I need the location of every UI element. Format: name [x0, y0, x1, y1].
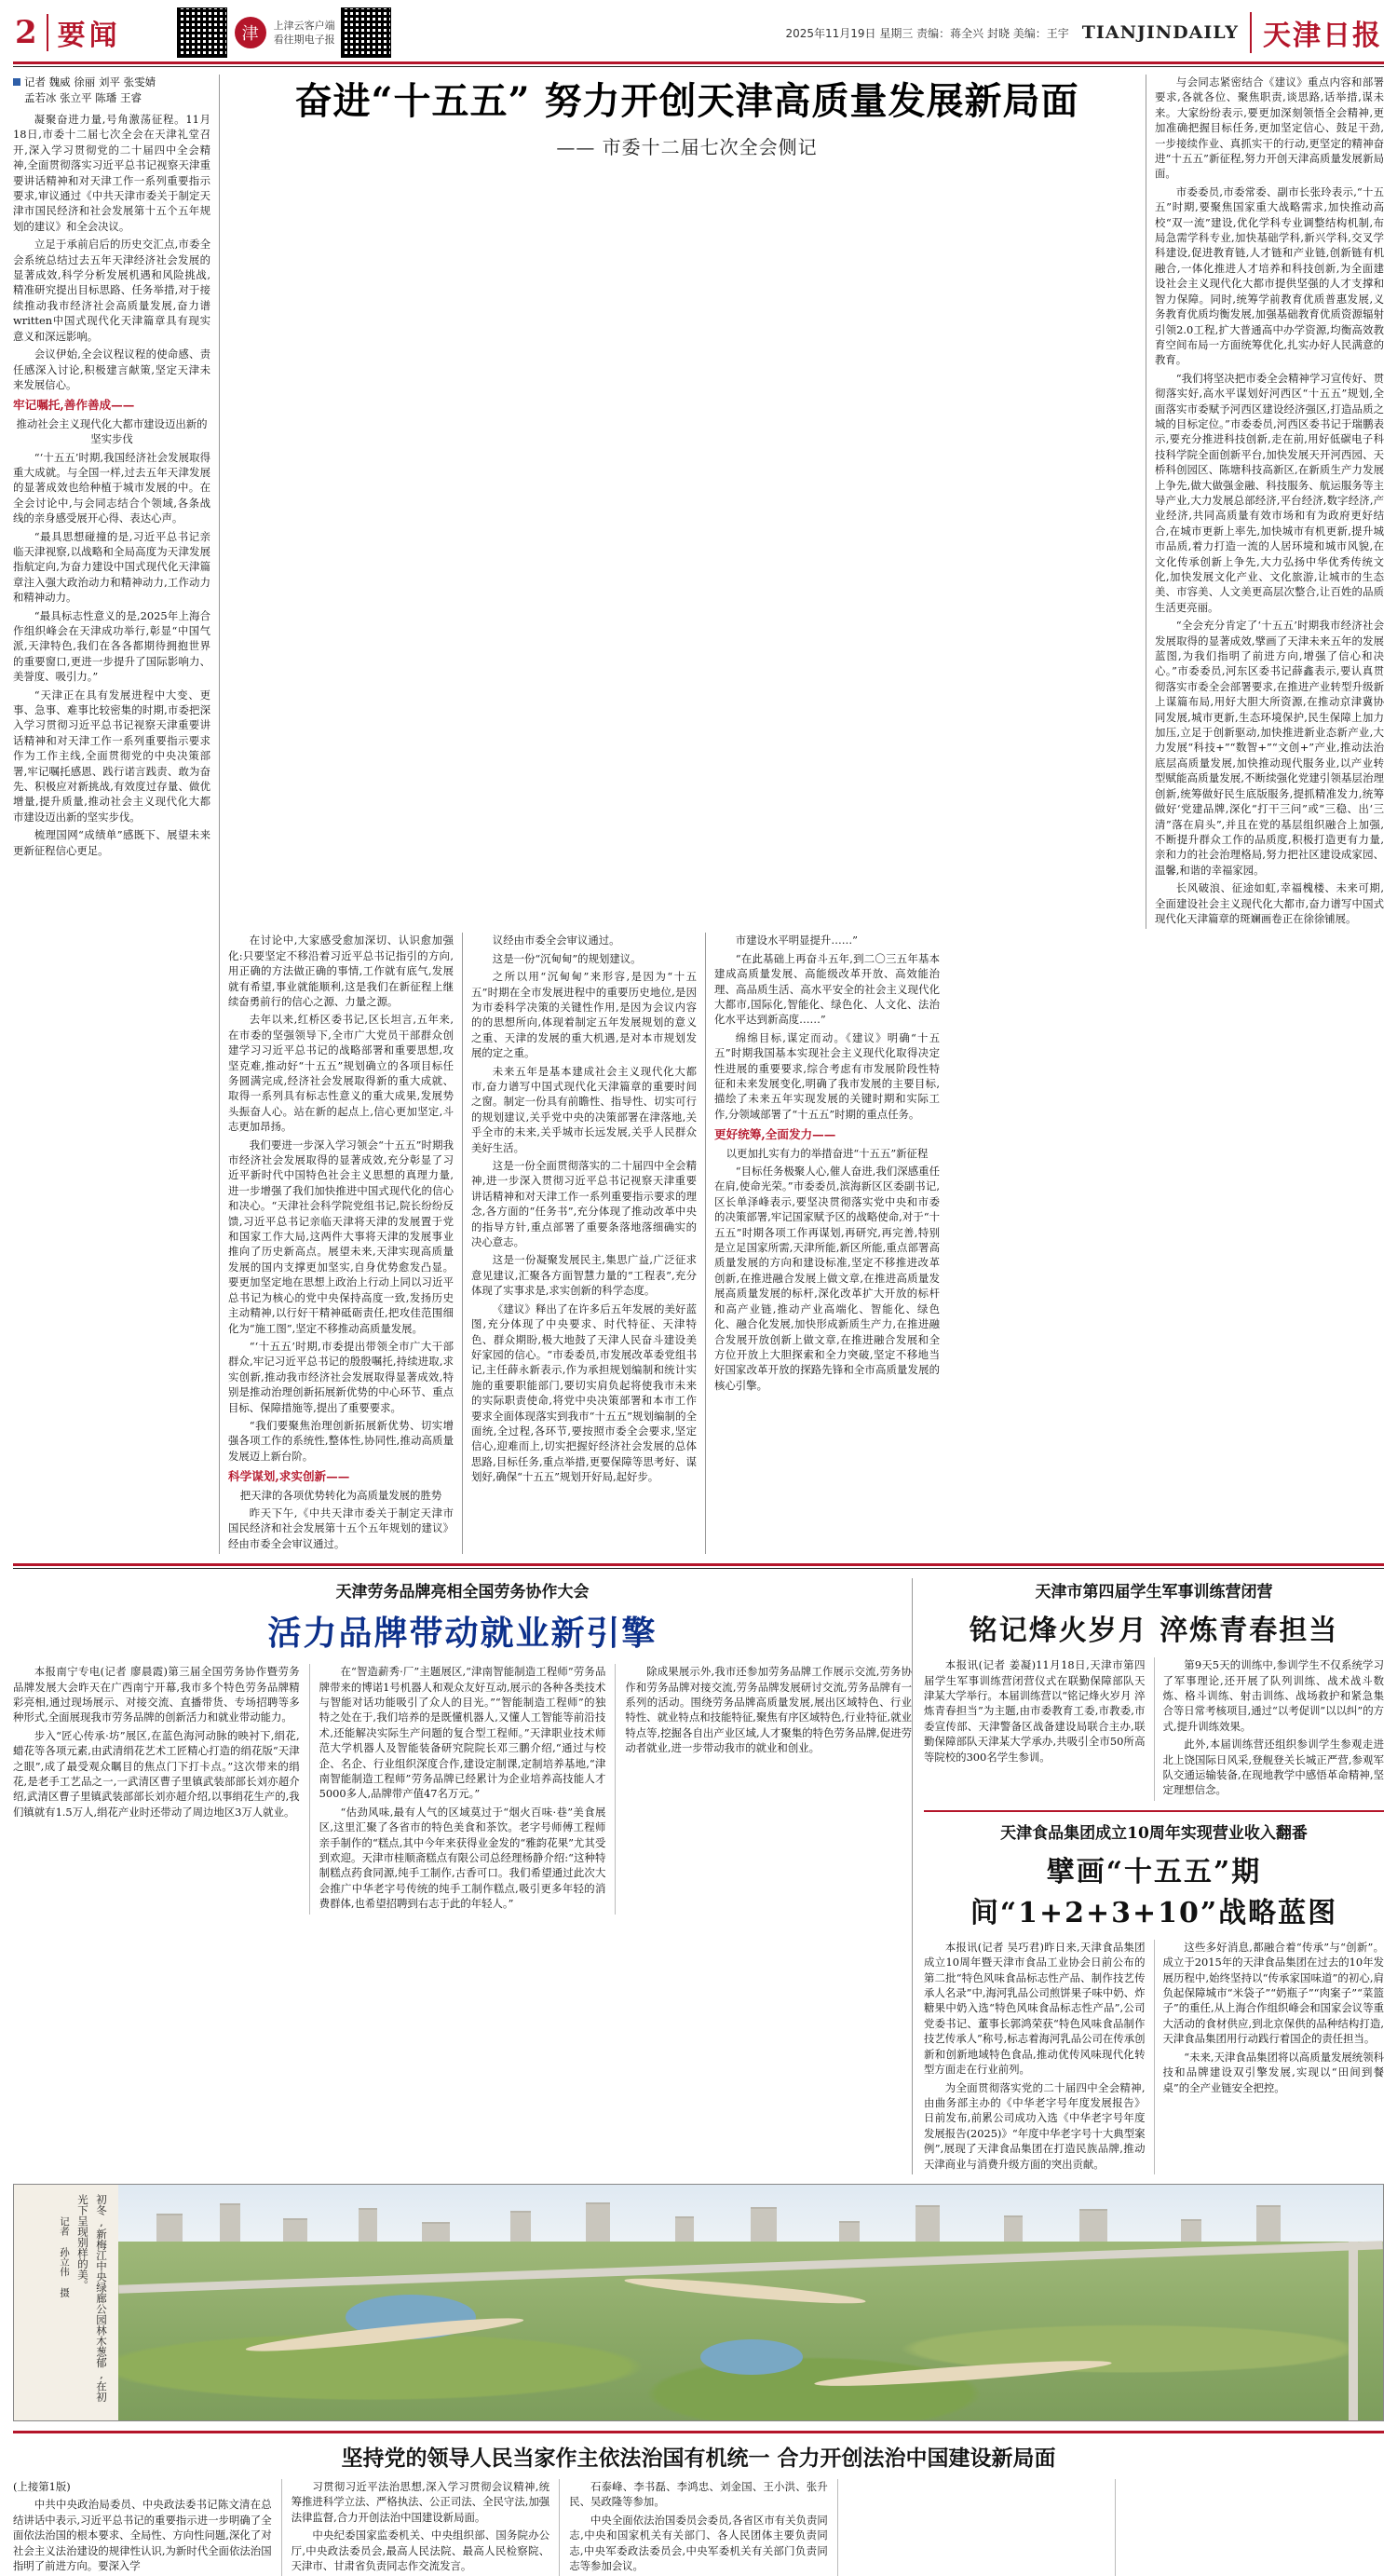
column-rule	[705, 933, 706, 1554]
labor-title: 活力品牌带动就业新引擎	[267, 1614, 658, 1654]
paragraph: 中央全面依法治国委员会委员,各省区市有关负责同志,中央和国家机关有关部门、各人民团体主要负责同志,中央军委政法委员会,中央军委机关有关部门负责同志等参加会议。	[569, 2513, 828, 2572]
food-title: 擘画“十五五”期间“1+2+3+10”战略蓝图	[970, 1855, 1338, 1929]
paragraph: 去年以来,红桥区委书记,区长坦言,五年来,在市委的坚强领导下,全市广大党员干部群众创建学习习近平总书记的战略部署和重要思想,攻坚克难,推动好“十五五”规划确立的各项目标任务圆满完成,经济社会发展取得新的重大成就、取得一系列具有标志性意义的重大成果,发展势头振奋人心。站在新的起点上,信心更加坚定,斗志更加昂扬。	[228, 1013, 454, 1134]
paragraph: 昨天下午,《中共天津市委关于制定天津市国民经济和社会发展第十五个五年规划的建议》经由市委全会审议通过。	[228, 1506, 454, 1550]
subsection-heading-2-text: 科学谋划,求实创新——	[228, 1469, 350, 1484]
paragraph: “最具思想碰撞的是,习近平总书记亲临天津视察,以战略和全局高度为天津发展指航定向,为奋力建设中国式现代化天津篇章注入强大政治动力和精神动力,工作动力和精神动力。	[13, 529, 210, 605]
labor-col-1	[13, 1664, 310, 1915]
paragraph: 凝聚奋进力量,号角激荡征程。11月18日,市委十二届七次全会在天津礼堂召开,深入学习贯彻党的二十届四中全会精神,全面贯彻落实习近平总书记视察天津重要讲话精神和对天津工作一系列重要指示要求,审议通过《中共天津市委关于制定天津市国民经济和社会发展第十五个五年规划的建议》和全会决议。	[13, 113, 210, 233]
masthead-rule	[13, 61, 1384, 64]
paragraph: 为全面贯彻落实党的二十届四中全会精神,由曲务部主办的《中华老字号年度发展报告》日前发布,前累公司成功入选《中华老字号年度发展报告(2025)》“年度中华老字号十大典型案例”,展现了天津食品集团在打造民族品牌,推动天津商业与消费升级方面的突出贡献。	[924, 2080, 1146, 2171]
bottom-title: 坚持党的领导人民当家作主依法治国有机统一 合力开创法治中国建设新局面	[341, 2445, 1056, 2471]
qr-captions	[274, 19, 335, 47]
paragraph: 市建设水平明显提升……”	[735, 934, 858, 947]
section-name: 要闻	[57, 20, 121, 52]
mid-right-column	[912, 1578, 1384, 2174]
paragraph: “在此基础上再奋斗五年,到二〇三五年基本建成高质量发展、高能级改革开放、高效能治理、高品质生活、高水平安全的社会主义现代化大都市,国际化,智能化、绿色化、人文化、法治化水平达到新高度……”	[714, 951, 940, 1027]
masthead-title-cn: 天津日报	[1250, 12, 1382, 53]
lead-col-1-body	[13, 112, 210, 858]
lead-article	[0, 67, 1397, 1554]
paragraph: 中共中央政治局委员、中央政法委书记陈文清在总结讲话中表示,习近平总书记的重要指示进一步明确了全面依法治国的根本要求、全局性、方向性问题,深化了对社会主义法治建设的规律性认识,为新时代全面依法治国指明了前进方向。要深入学	[13, 2498, 272, 2572]
paragraph: “最具标志性意义的是,2025年上海合作组织峰会在天津成功举行,彰显“中国气派,天津特色,我们在各各都期待拥抱世界的重要窗口,更进一步提升了国际影响力、美誉度、吸引力。”	[13, 608, 210, 684]
qr-code-icon-2[interactable]	[341, 7, 391, 58]
military-col-1	[924, 1657, 1155, 1801]
subsection-heading-3	[714, 1127, 940, 1142]
paragraph: 本报讯(记者 吴巧君)昨日来,天津食品集团成立10周年暨天津市食品工业协会日前公布的第二批“特色风味食品标志性产品、制作技艺传承人名录”中,海河乳品公司煎饼果子味中奶、炸糖果中奶入选“特色风味食品标志性产品”,公司党委书记、董事长郭鸿荣获“特色风味食品制作技艺传承人”称号,标志着海河乳品公司在传承创新和创新地域特色食品,推动优传风味现代化转型方面走在行业前列。	[924, 1940, 1146, 2077]
paragraph: 会议伊始,全会议程议程的使命感、责任感深入讨论,积极建言献策,坚定天津未来发展信心。	[13, 348, 210, 391]
paragraph: 这是一份凝聚发展民主,集思广益,广泛征求意见建议,汇聚各方面智慧力量的“工程表”,充分体现了实事求是,求实创新的科学态度。	[471, 1253, 697, 1298]
photo-park	[118, 2242, 1383, 2420]
mid-section	[0, 1569, 1397, 2174]
paragraph: 这是一份全面贯彻落实的二十届四中全会精神,进一步深入贯彻习近平总书记视察天津重要讲话精神和对天津工作一系列重要指示要求的理念,各方面的“任务书”,充分体现了推动改革中央的指导方针,重点部署了重要条落地落细确实的决心意志。	[471, 1159, 697, 1249]
photo-caption	[14, 2185, 118, 2420]
photo-caption-text: 初冬,新梅江中央绿廊公园林木葱郁,在初光下呈现别样的美。	[76, 2193, 108, 2403]
page-title: 奋进“十五五” 努力开创天津高质量发展新局面	[294, 79, 1079, 123]
paragraph: 这是一份“沉甸甸”的规划建议。	[492, 951, 642, 965]
lead-col-1	[13, 75, 210, 1554]
headline-wrap	[228, 75, 1146, 165]
paragraph: 与会同志紧密结合《建议》重点内容和部署要求,各就各位、聚焦职责,谈思路,话举措,谋未来。大家纷纷表示,要更加深刻领悟全会精神,更加准确把握目标任务,更加坚定信心、鼓足干劲,一步接续作业、真抓实干的行动,更坚定的精神奋进“十五五”新征程,努力开创天津高质量发展新局面。	[1155, 75, 1384, 181]
food-col-2	[1155, 1940, 1385, 2174]
lead-col-5-body	[1155, 75, 1384, 926]
food-col-1	[924, 1940, 1155, 2174]
photo-image	[118, 2185, 1383, 2420]
food-kicker: 天津食品集团成立10周年实现营业收入翻番	[1000, 1823, 1308, 1843]
paragraph: “我们将坚决把市委全会精神学习宣传好、贯彻落实好,高水平谋划好河西区“十五五”规划,全面落实市委赋予河西区建设经济强区,打造品质之城的目标定位。”市委委员,河西区委书记于瑞鹏表示,要充分推进科技创新,走在前,用好低碳电子科技科学院全面创新平台,加快发展天开河西园、天桥科创园区、陈塘科技高新区,在新质生产力发展上争先,做大做强金融、科技服务、航运服务等主导产业,大力发展总部经济,平台经济,数字经济,产业经济,共同高质量有效市场和有为政府更好结合,在城市更新上率先,加快城市有机更新,提升城市品质,着力打造一流的人居环境和城市风貌,在文化传承创新上争先,大力弘扬中华优秀传统文化,加快发展文化产业、文化旅游,让城市的生态美、市容美、人文美更高层次整合,让百姓的品质生活更亮丽。	[1155, 371, 1384, 614]
paragraph: 之所以用“沉甸甸”来形容,是因为“十五五”时期在全市发展进程中的重要历史地位,是因为市委科学决策的关键性作用,是因为会议内容的的思想所向,体现着制定五年发展规划的意义之重、天津的发展的重大机遇,是对本市规划发展的定之重。	[471, 970, 697, 1060]
page-number: 2	[15, 14, 37, 51]
bottom-col-4	[838, 2479, 1117, 2576]
paragraph: 此外,本届训练营还组织参训学生参观走进北上饶国际日风采,登舰登关长城正严营,参观军队交通运输装备,在现地教学中感悟革命精神,坚定理想信念。	[1162, 1738, 1384, 1797]
page-subtitle: —— 市委十二届七次全会侧记	[556, 136, 818, 158]
bottom-columns	[13, 2479, 1384, 2576]
subsection-heading-1	[13, 398, 210, 413]
issue-date-line: 2025年11月19日 星期三 责编：蒋全兴 封晓 美编：王宇	[785, 26, 1069, 40]
paragraph: 议经由市委全会审议通过。	[492, 934, 620, 947]
labor-col-3	[616, 1664, 912, 1915]
paragraph: 《建议》释出了在许多后五年发展的美好蓝图,充分体现了中央要求、时代特征、天津特色、群众期盼,极大地鼓了天津人民奋斗建设美好家园的信心。“市委委员,市发展改革委党组书记,主任薛永新表示,作为承担规划编制和统计实施的重要职能部门,要切实肩负起将使我市未来的实际职责使命,将党中央决策部署和本市工作要求全面体现落实到我市“十五五”规划编制的全面统,全过程,各环节,要按照市委全会要求,坚定信心,迎难而上,切实把握好经济社会发展的总体思路,目标任务,重点举措,更要保障等思考好、谋划好,确保“十五五”规划开好局,起好步。	[471, 1302, 697, 1484]
paragraph: 除成果展示外,我市还参加劳务品牌工作展示交流,劳务协作和劳务品牌对接交流,劳务品牌发展研讨交流,劳务品牌有一系列的活动。围绕劳务品牌高质量发展,展出区域特色、行业特性、就业特点和技能特征,聚焦有序区域特色,行业特征,就业特点等,挖掘各自出产业区域,人才聚集的特色劳务品牌,促进劳动者就业,进一步带动我市的就业和创业。	[625, 1665, 913, 1755]
paragraph: “未来,天津食品集团将以高质量发展统领科技和品牌建设双引擎发展,实现以“田间到餐桌”的全产业链安全把控。	[1162, 2050, 1384, 2094]
paragraph: “估劲风味,最有人气的区域莫过于“烟火百味·巷”美食展区,这里汇聚了各省市的特色美食和茶饮。老字号师傅工程师亲手制作的“糕点,其中今年来获得业金发的“雅韵花果”尤其受到欢迎。天津市桂顺斋糕点有限公司总经理杨静介绍:“这种特制糕点药食同源,纯手工制作,古香可口。我们希望通过此次大会推广中华老字号传统的纯手工制作糕点,吸引更多年轻的消费群体,也希望招聘到右志于此的年轻人。”	[319, 1805, 606, 1911]
subsection-heading-2	[228, 1469, 454, 1484]
subsection-subtitle-2: 把天津的各项优势转化为高质量发展的胜势	[239, 1488, 442, 1502]
food-columns	[924, 1940, 1384, 2174]
subsection-subtitle-3: 以更加扎实有力的举措奋进“十五五”新征程	[726, 1146, 929, 1160]
continuation-note: (上接第1版)	[13, 2479, 71, 2493]
paragraph: 长风破浪、征途如虹,幸福槐楼、未来可期,全面建设社会主义现代化大都市,奋力谱写中国式现代化天津篇章的斑斓画卷正在徐徐铺展。	[1155, 881, 1384, 925]
masthead-title-en: TIANJINDAILY	[1081, 22, 1239, 43]
byline-line-2: 孟若冰 张立平 陈璠 王睿	[24, 91, 142, 104]
subsection-heading-1-text: 牢记嘱托,善作善成——	[13, 398, 135, 413]
paragraph: 本报南宁专电(记者 廖晨霞)第三届全国劳务协作暨劳务品牌发展大会昨天在广西南宁开幕,我市多个特色劳务品牌精彩亮相,通过现场展示、对接交流、直播带货、专场招聘等多种形式,全面展现我市劳务品牌的创新活力和就业带动能力。	[13, 1665, 300, 1724]
lead-col-3-body	[471, 933, 697, 1484]
headline-span	[228, 75, 1146, 929]
paragraph: 未来五年是基本建成社会主义现代化大都市,奋力谱写中国式现代化天津篇章的重要时间之窗。制定一份具有前瞻性、指导性、切实可行的规划建议,关乎党中央的决策部署在津落地,关乎全市的未来,关乎城市长远发展,关乎人民群众美好生活。	[471, 1064, 697, 1154]
military-kicker: 天津市第四届学生军事训练营闭营	[1035, 1583, 1273, 1602]
labor-kicker: 天津劳务品牌亮相全国劳务协作大会	[335, 1583, 590, 1602]
paragraph: 绵绵目标,谋定而动。《建议》明确“十五五”时期我国基本实现社会主义现代化取得决定性进展的重要要求,综合考虑有市发展阶段性特征和未来发展变化,明确了我市发展的主要目标,描绘了未来五年实现发展的关键时期和实际工作,分领域部署了“十五五”时期的重点任务。	[714, 1030, 940, 1121]
paragraph: 梳理国网“成绩单”感既下、展望未来更新征程信心更足。	[13, 828, 210, 857]
column-rule	[219, 75, 220, 1554]
paragraph: 步入“匠心传承·坊”展区,在蓝色海河动脉的映衬下,绢花,蜡花等各项元素,由武清绢花艺术工匠精心打造的绢花版“天津之眼”,成了最受观众瞩目的焦点门下打卡点。”这次带来的绢花,是老手工艺品之一,一武清区曹子里镇武装部部长刘亦超介绍,武清区曹子里镇武装部部长刘亦超介绍,以事绢花生产的,我们镇就有1.5万人,绢花产业时还带动了周边地区3万人就业。	[13, 1728, 300, 1819]
military-columns	[924, 1657, 1384, 1801]
section-divider	[13, 1563, 1384, 1566]
paragraph: 在“智造薪秀·厂”主题展区,“津南智能制造工程师”劳务品牌带来的博诺1号机器人和观众友好互动,展示的各种各类技术与智能对话功能吸引了众人的目光。”“智能制造工程师”的独特之处在于,我们培养的是既懂机器人,又懂人工智能等前沿技术,还能解决实际生产问题的复合型工程师。”天津职业技术师范大学机器人及智能装备研究院院长邓三鹏介绍,“通过与校企、名企、行业组织深度合作,建设定制课,定制培养基地,“津南智能制造工程师”劳务品牌已经累计为企业培养高技能人才5000多人,品牌带产值47名万元。”	[319, 1665, 606, 1801]
qr-label-2: 看往期电子报	[273, 34, 335, 46]
column-rule	[462, 933, 463, 1554]
bottom-article	[13, 2431, 1384, 2576]
subsection-heading-3-text: 更好统筹,全面发力——	[714, 1127, 836, 1142]
photo-credit: 记者 孙立伟 摄	[59, 2215, 70, 2297]
labor-col-2	[310, 1664, 617, 1915]
paragraph: 这些多好消息,都融合着“传承”与“创新”。成立于2015年的天津食品集团在过去的10年发展历程中,始终坚持以“传承家国味道”的初心,肩负起保障城市“米袋子”“奶瓶子”“肉案子”“菜篮子”的重任,从上海合作组织峰会和国家会议等重大活动的食材供应,到北京保供的品种结构打造,天津食品集团用行动践行着国企的责任担当。	[1162, 1940, 1384, 2046]
labor-brand-article	[13, 1578, 912, 2174]
lead-col-5-top	[1146, 75, 1384, 929]
paragraph: 市委委员,市委常委、副市长张玲表示,“十五五”时期,要聚焦国家重大战略需求,加快推动高校“双一流”建设,优化学科专业调整结构机制,布局急需学科专业,加快基础学科,新兴学科,交叉学科建设,促进教育链,人才链和产业链,创新链有机融合,一体化推进人才培养和科技创新,为全面建设社会主义现代化大都市提供坚强的人才支撑和智力保障。同时,统筹学前教育优质普惠发展,义务教育优质均衡发展,加强基础教育优质资源辐射引领2.0工程,扩大普通高中办学资源,均衡高效教育空间布局一方面统筹优化,扎实办好人民满意的教育。	[1155, 184, 1384, 367]
paragraph: “天津正在具有发展进程中大变、更事、急事、难事比较密集的时期,市委把深入学习贯彻习近平总书记视察天津重要讲话精神和对天津工作一系列重要指示要求作为工作主线,全面贯彻党的中央决策部署,牢记嘱托感恩、践行诺言践责、敢为奋先、积极应对新挑战,有效度过存量、做优增量,提升质量,推动社会主义现代化大都市建设迈出新的坚实步伐。	[13, 688, 210, 824]
subsection-subtitle-1: 推动社会主义现代化大都市建设迈出新的坚实步伐	[16, 416, 208, 446]
byline-line-1: 记者 魏威 徐丽 刘平 张雯婧	[24, 75, 156, 89]
bullet-icon	[13, 78, 20, 86]
paragraph: 第9天5天的训练中,参训学生不仅系统学习了军事理论,还开展了队列训练、战术战斗数炼、格斗训练、射击训练、战场救护和紧急集合等日常考核项目,通过“以考促训”以以纠”的方式,提升训练效果。	[1162, 1658, 1385, 1733]
paragraph: “‘十五五’时期,我国经济社会发展取得重大成就。与全国一样,过去五年天津发展的显著成效也给种植于城市发展的中。在全会讨论中,与会同志结合个领域,各条战线的亲身感受展开心得、表达心声。	[13, 450, 210, 525]
bottom-col-5	[1116, 2479, 1384, 2576]
masthead	[0, 0, 1397, 60]
masthead-divider	[47, 14, 48, 51]
paragraph: 在讨论中,大家感受愈加深切、认识愈加强化:只要坚定不移沿着习近平总书记指引的方向,用正确的方法做正确的事情,工作就有底气,发展就有希望,事业就能顺利,这是我们在新征程上继续奋勇前行的信心之源、力量之源。	[228, 934, 454, 1008]
bottom-col-3	[560, 2479, 838, 2576]
paragraph: 习贯彻习近平法治思想,深入学习贯彻会议精神,统筹推进科学立法、严格执法、公正司法、全民守法,加强法律监督,合力开创法治中国建设新局面。	[291, 2479, 550, 2524]
paragraph: 立足于承前启后的历史交汇点,市委全会系统总结过去五年天津经济社会发展的显著成效,科学分析发展机遇和风险挑战,精准研究提出目标思路、任务举措,对于接续推动我市经济社会高质量发展,奋力谱written中国式现代化天津篇章具有现实意义和深远影响。	[13, 238, 210, 343]
photo-block	[13, 2184, 1384, 2421]
byline	[13, 75, 210, 106]
bottom-col-2	[282, 2479, 561, 2576]
lead-col-3	[471, 933, 697, 1554]
qr-block	[177, 7, 391, 58]
lead-col-2-body	[228, 933, 454, 1551]
lead-col-2	[228, 933, 454, 1554]
bottom-col-1	[13, 2479, 282, 2576]
lead-col-4-body	[714, 933, 940, 1393]
lead-right-block	[228, 75, 1384, 1554]
paragraph: “全会充分肯定了‘十五五’时期我市经济社会发展取得的显著成效,擘画了天津未来五年的发展蓝图,为我们指明了前进方向,增强了信心和决心。”市委委员,河东区委书记薛鑫表示,要认真贯彻落实市委全会部署要求,在推进产业转型升级新上谋篇布局,用好大胆大所资源,在推动京津冀协同发展,城市更新,生态环境保护,民生保障上加力加压,立足于创新驱动,加快推进新业态新产业,大力发展“科技+”“数智+”“文创+”产业,推动法治底层高质量发展,加快推动现代服务业,以产业转型赋能高质量发展,不断续强化党建引领基层治理创新,统筹做好民生底版服务,提抓精准发力,统筹做好‘党建品牌,深化“打干三问”或“三稳、出‘三清”落在肩头”,并且在党的基层组织融合上加强,不断提升群众工作的品质度,积极打造更有力量,亲和力的社会治理格局,努力把社区建设成家园、温馨,和谐的幸福家园。	[1155, 619, 1384, 877]
lead-col-4	[714, 933, 940, 1554]
paragraph: “目标任务极聚人心,催人奋进,我们深感重任在肩,使命光荣。”市委委员,滨海新区区委副书记,区长单泽峰表示,要坚决贯彻落实党中央和市委的决策部署,牢记国家赋予区的战略使命,对于“十五五”时期各项工作再谋划,再研究,再完善,特别是立足国家所需,天津所能,新区所能,重点部署高质量发展的方向和建设标准,坚定不移推进改革创新,在推进融合发展上做文章,在推进高质量发展高质量发展的标杆,深化改革扩大开放的标杆和高产业链,推动产业高端化、智能化、绿色化、融合化发展,加快形成新质生产力,在推进融合发展开放创新上做文章,在推进融合发展和全方位开放上大胆探索和全力突破,坚定不移地当好国家改革开放的探路先锋和全市高质量发展的核心引擎。	[714, 1165, 940, 1392]
labor-columns	[13, 1664, 912, 1915]
military-col-2	[1155, 1657, 1385, 1801]
paragraph: 中央纪委国家监委机关、中央组织部、国务院办公厅,中央政法委员会,最高人民法院、最高人民检察院、天津市、甘肃省负责同志作交流发言。	[291, 2528, 550, 2572]
qr-label-1: 上津云客户端	[273, 20, 335, 32]
military-title: 铭记烽火岁月 淬炼青春担当	[969, 1615, 1339, 1648]
paragraph: 石泰峰、李书磊、李鸿忠、刘金国、王小洪、张升民、吴政隆等参加。	[569, 2479, 828, 2509]
mid-right-divider	[924, 1810, 1384, 1812]
tianjin-logo: 津	[235, 17, 266, 48]
qr-code-icon[interactable]	[177, 7, 227, 58]
paragraph: 我们要进一步深入学习领会“十五五”时期我市经济社会发展取得的显著成效,充分彰显了习近平新时代中国特色社会主义思想的真理力量,进一步增强了我们加快推进中国式现代化的信心和决心。“天津社会科学院党组书记,院长纷纷反馈,习近平总书记亲临天津将天津的发展置于党和国家工作大局,这两件大事将天津的发展事业推向了历史新高点。展望未来,天津实现高质量发展的国内支撑更加坚实,自身优势愈发凸显。要更加坚定地在思想上政治上行动上同以习近平总书记为核心的党中央保持高度一致,发扬历史主动精神,以行好干精神砥砺责任,把攻佳范围细化为“施工图”,坚定不移推动高质量发展。	[228, 1138, 454, 1335]
paragraph: “‘十五五’时期,市委提出带领全市广大干部群众,牢记习近平总书记的殷殷嘱托,持续进取,求实创新,推动我市经济社会发展取得显著成效,特别是推动治理创新拓展新优势的中心环节、重点目标、保障措施等,提出了重要要求。	[228, 1339, 454, 1414]
paragraph: 本报讯(记者 姜凝)11月18日,天津市第四届学生军事训练营闭营仪式在联勤保障部队天津某大学举行。本届训练营以“铭记烽火岁月 淬炼青春担当”为主题,由市委教育工委,市教委,市委宣传部、天津警备区战备建设局联合主办,联勤保障部队天津某大学承办,共吸引全市50所高等院校的300名学生参训。	[924, 1658, 1146, 1764]
paragraph: “我们要聚焦治理创新拓展新优势、切实增强各项工作的系统性,整体性,协同性,推动高质量发展迈上新台阶。	[228, 1418, 454, 1463]
